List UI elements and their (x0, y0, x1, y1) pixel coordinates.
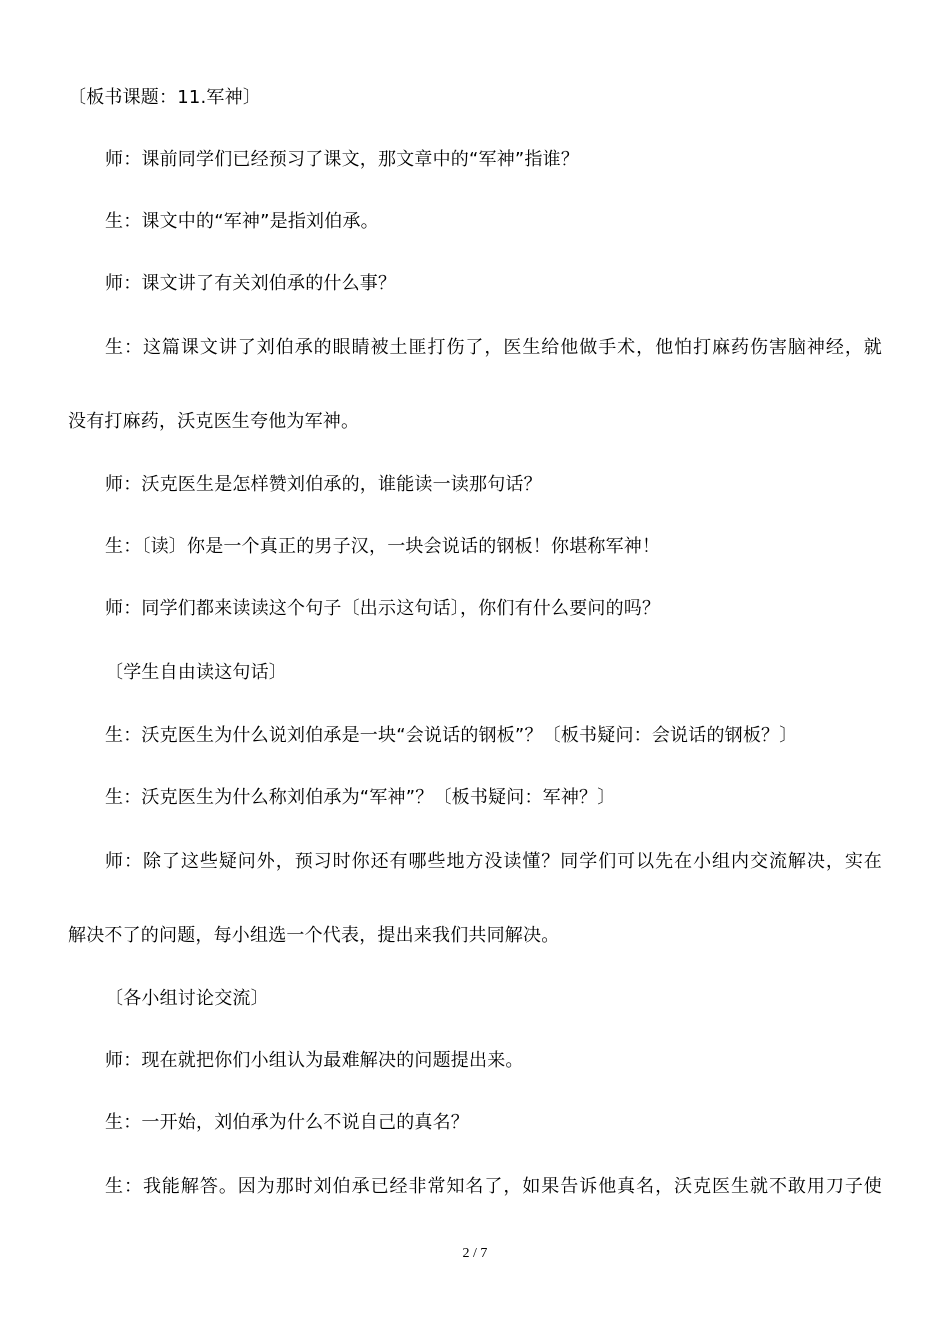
text-line: 生：这篇课文讲了刘伯承的眼睛被土匪打伤了，医生给他做手术，他怕打麻药伤害脑神经，就 (105, 337, 882, 358)
text-line: 生：〔读〕你是一个真正的男子汉，一块会说话的钢板！你堪称军神！ (105, 536, 661, 557)
text-line: 解决不了的问题，每小组选一个代表，提出来我们共同解决。 (68, 925, 560, 946)
text-line: 〔学生自由读这句话〕 (105, 662, 287, 683)
page-number: 2 / 7 (462, 1246, 488, 1261)
text-line: 〔板书课题：11.军神〕 (68, 87, 262, 108)
text-line: 〔各小组讨论交流〕 (105, 988, 269, 1009)
text-line: 生：沃克医生为什么说刘伯承是一块“会说话的钢板”？〔板书疑问：会说话的钢板？〕 (105, 725, 798, 746)
text-line: 生：沃克医生为什么称刘伯承为“军神”？〔板书疑问：军神？〕 (105, 787, 616, 808)
text-line: 师：沃克医生是怎样赞刘伯承的，谁能读一读那句话？ (105, 474, 542, 495)
text-line: 师：除了这些疑问外，预习时你还有哪些地方没读懂？同学们可以先在小组内交流解决，实在 (105, 851, 882, 872)
text-line: 师：课文讲了有关刘伯承的什么事？ (105, 273, 397, 294)
text-line: 生：一开始，刘伯承为什么不说自己的真名？ (105, 1112, 469, 1133)
text-line: 师：课前同学们已经预习了课文，那文章中的“军神”指谁？ (105, 149, 580, 170)
text-line: 没有打麻药，沃克医生夸他为军神。 (68, 411, 360, 432)
text-line: 师：同学们都来读读这个句子〔出示这句话〕，你们有什么要问的吗？ (105, 598, 661, 619)
text-line: 师：现在就把你们小组认为最难解决的问题提出来。 (105, 1050, 524, 1071)
text-line: 生：我能解答。因为那时刘伯承已经非常知名了，如果告诉他真名，沃克医生就不敢用刀子使 (105, 1176, 882, 1197)
text-line: 生：课文中的“军神”是指刘伯承。 (105, 211, 379, 232)
